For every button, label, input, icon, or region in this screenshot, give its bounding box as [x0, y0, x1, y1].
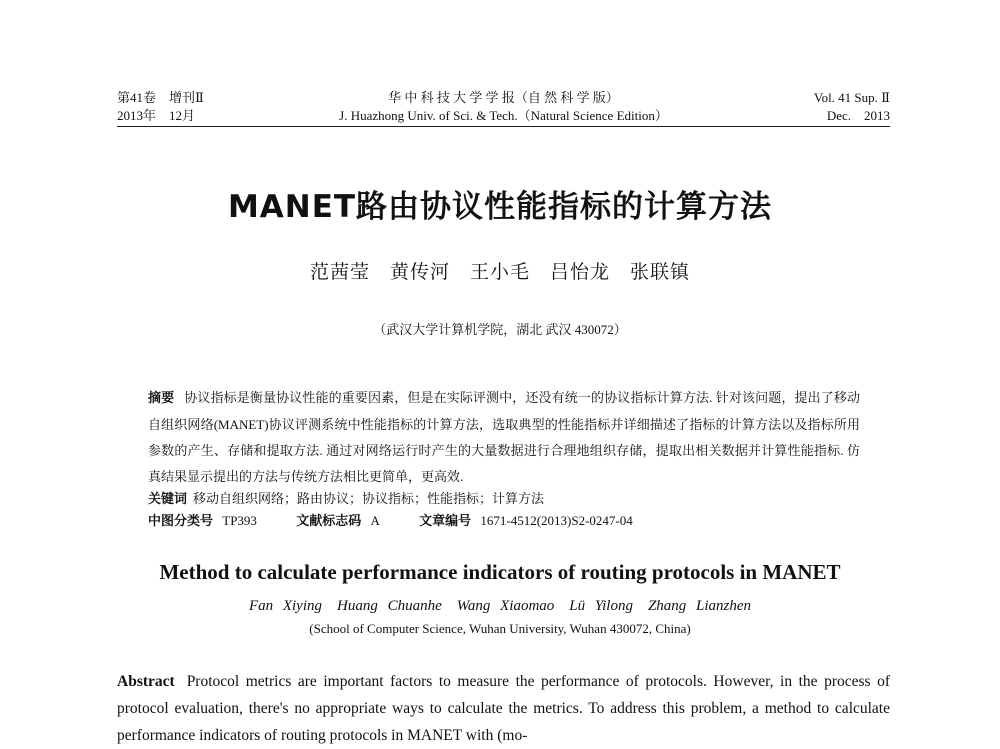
- affiliation-en: (School of Computer Science, Wuhan University, Wuhan 430072, China): [309, 621, 691, 636]
- running-header: [117, 89, 890, 129]
- journal-name-en: J. Huazhong Univ. of Sci. & Tech.（Natural Science Edition）: [339, 108, 668, 123]
- volume-en: Vol. 41 Sup. Ⅱ: [813, 90, 890, 105]
- abstract-en-label: Abstract: [117, 673, 175, 690]
- journal-name-cn: 华 中 科 技 大 学 学 报（自 然 科 学 版）: [388, 90, 619, 105]
- keywords-cn-label: 关键词: [148, 492, 188, 507]
- journal-volume-en: [814, 89, 890, 125]
- abstract-cn: [148, 385, 860, 490]
- journal-name: [117, 89, 890, 125]
- keywords-cn: [148, 489, 860, 510]
- article-number-label: 文章编号: [419, 514, 472, 529]
- author-list-en: Fan Xiying Huang Chuanhe Wang Xiaomao Lü Yilong Zhang Lianzhen: [248, 598, 752, 614]
- date-en: Dec. 2013: [826, 108, 890, 123]
- paper-title-en: Method to calculate performance indicators of routing protocols in MANET: [159, 560, 841, 584]
- author-list-cn: 范茜莹 黄传河 王小毛 吕怡龙 张联镇: [309, 262, 690, 283]
- affiliation-cn: （武汉大学计算机学院，湖北 武汉 430072）: [373, 322, 627, 337]
- abstract-en-text: Protocol metrics are important factors to measure the performance of protocols. However, in the process of protocol evaluation, there's no appropriate ways to calculate the metrics. To address this problem, a method to calculate performance indicators of routing protocols in MANET with (mo-: [117, 673, 890, 744]
- year-month: 2013年 12月: [117, 108, 196, 123]
- volume-issue: 第41卷 增刊Ⅱ: [117, 90, 204, 105]
- doc-code-value: A: [370, 513, 380, 528]
- doc-code-label: 文献标志码: [296, 514, 362, 529]
- clc-label: 中图分类号: [148, 514, 214, 529]
- article-number-value: 1671-4512(2013)S2-0247-04: [480, 513, 633, 528]
- keywords-cn-text: 移动自组织网络；路由协议；协议指标；性能指标；计算方法: [193, 491, 545, 506]
- clc-value: TP393: [222, 513, 257, 528]
- header-divider: [117, 126, 890, 127]
- abstract-cn-label: 摘要: [148, 391, 175, 406]
- paper-title-cn: MANET路由协议性能指标的计算方法: [227, 189, 773, 225]
- classification-row: [148, 511, 860, 532]
- abstract-en: [117, 668, 890, 749]
- abstract-cn-text: 协议指标是衡量协议性能的重要因素，但是在实际评测中，还没有统一的协议指标计算方法. 针对该问题，提出了移动自组织网络(MANET)协议评测系统中性能指标的计算方法，选取典型的性能指标并详细描述了指标的计算方法以及指标所用参数的产生、存储和提取方法. 通过对网络运行时产生的大量数据进行合理地组织存储，提取出相关数据并计算性能指标. 仿真结果显示提出的方法与传统方法相比更简单，更高效.: [148, 390, 860, 484]
